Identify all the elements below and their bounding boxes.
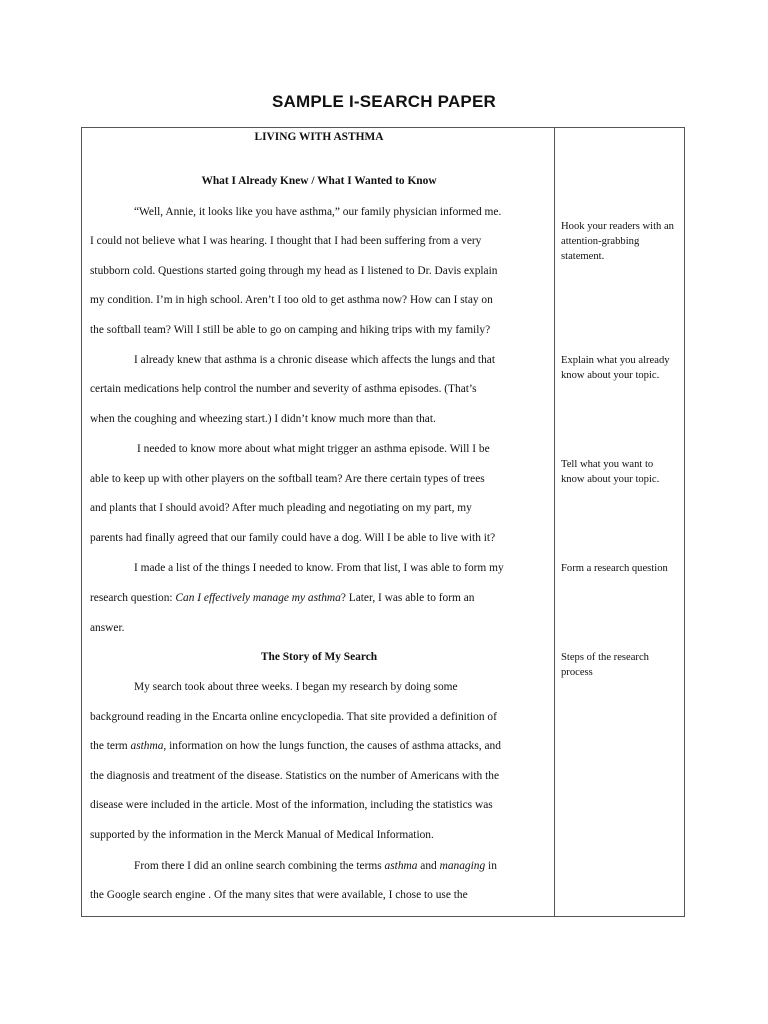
paragraph-line: disease were included in the article. Most of the information, including the statistics was [90, 799, 493, 811]
paragraph-line: “Well, Annie, it looks like you have asthma,” our family physician informed me. [134, 206, 502, 218]
paragraph-line: and plants that I should avoid? After much pleading and negotiating on my part, my [90, 502, 472, 514]
paragraph-line: My search took about three weeks. I began my research by doing some [134, 681, 458, 693]
section-heading-what-i-knew: What I Already Knew / What I Wanted to Know [201, 175, 437, 187]
paragraph-line [90, 739, 501, 753]
paragraph-line: parents had finally agreed that our family could have a dog. Will I be able to live with it? [90, 532, 496, 544]
paragraph-line: answer. [90, 622, 125, 634]
section-heading-story-of-search: The Story of My Search [260, 651, 378, 663]
page-title: SAMPLE I-SEARCH PAPER [272, 92, 496, 111]
text-run: , information on how the lungs function, the causes of asthma attacks, and [163, 740, 501, 752]
column-divider [554, 127, 555, 917]
paragraph-line: when the coughing and wheezing start.) I didn’t know much more than that. [90, 413, 436, 425]
paragraph-line: stubborn cold. Questions started going through my head as I listened to Dr. Davis explain [90, 265, 498, 277]
side-note-hook: Hook your readers with an attention-grabbing statement. [561, 221, 674, 262]
paragraph-line [90, 591, 474, 605]
research-question: Can I effectively manage my asthma [175, 592, 341, 604]
text-run: From there I did an online search combining the terms [134, 860, 385, 872]
text-run: and [417, 860, 440, 872]
paragraph-line: I could not believe what I was hearing. I thought that I had been suffering from a very [90, 235, 482, 247]
text-run: ? Later, I was able to form an [340, 592, 475, 604]
side-note-research-question: Form a research question [561, 563, 668, 574]
essay-title: LIVING WITH ASTHMA [254, 131, 384, 143]
paragraph-line: I already knew that asthma is a chronic disease which affects the lungs and that [134, 354, 496, 366]
text-run: in [485, 860, 497, 872]
paragraph-line: the softball team? Will I still be able to go on camping and hiking trips with my family? [90, 324, 491, 336]
paragraph-line: the diagnosis and treatment of the disease. Statistics on the number of Americans with the [90, 770, 500, 782]
paragraph-line [134, 859, 497, 873]
paragraph-line: supported by the information in the Merck Manual of Medical Information. [90, 829, 434, 841]
text-run: the term [90, 740, 131, 752]
paragraph-line: my condition. I’m in high school. Aren’t I too old to get asthma now? How can I stay on [90, 294, 493, 306]
paragraph-line: certain medications help control the number and severity of asthma episodes. (That’s [90, 383, 477, 395]
side-note-research-process: Steps of the research process [561, 652, 649, 678]
side-note-already-know: Explain what you already know about your topic. [561, 355, 670, 381]
text-run-italic: asthma [130, 740, 164, 752]
paragraph-line: the Google search engine . Of the many sites that were available, I chose to use the [90, 889, 468, 901]
text-run: research question: [90, 592, 176, 604]
paragraph-line: I made a list of the things I needed to know. From that list, I was able to form my [134, 562, 504, 574]
side-note-want-to-know: Tell what you want to know about your topic. [561, 459, 660, 485]
text-run-italic: managing [439, 860, 486, 872]
paragraph-line: able to keep up with other players on the softball team? Are there certain types of trees [90, 473, 485, 485]
paragraph-line: background reading in the Encarta online encyclopedia. That site provided a definition of [90, 711, 497, 723]
text-run-italic: asthma [384, 860, 418, 872]
paragraph-line: I needed to know more about what might trigger an asthma episode. Will I be [137, 443, 490, 455]
